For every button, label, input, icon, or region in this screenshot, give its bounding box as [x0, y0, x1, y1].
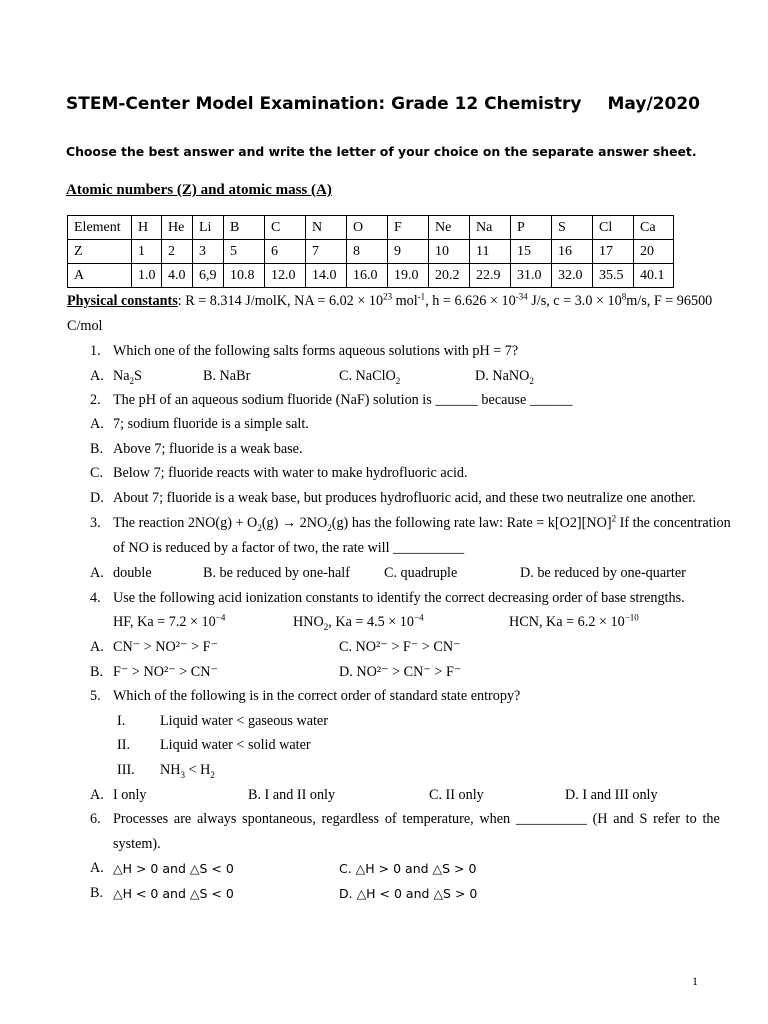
- q3-option-a: double: [113, 565, 152, 581]
- table-cell: 12.0: [265, 264, 306, 288]
- q4-option-c: C. NO²⁻ > F⁻ > CN⁻: [339, 639, 461, 655]
- table-cell: 11: [470, 240, 511, 264]
- row-header-cell: Element: [68, 216, 132, 240]
- q2-option-d-letter: D.: [90, 490, 104, 506]
- table-cell: 5: [224, 240, 265, 264]
- table-cell: 16: [552, 240, 593, 264]
- element-row: [68, 216, 674, 240]
- table-cell: N: [306, 216, 347, 240]
- table-cell: H: [132, 216, 162, 240]
- q4-option-a-letter: A.: [90, 639, 104, 655]
- q3-option-a-letter: A.: [90, 565, 104, 581]
- q4-option-d: D. NO²⁻ > CN⁻ > F⁻: [339, 664, 462, 680]
- table-cell: Ca: [634, 216, 674, 240]
- table-cell: 22.9: [470, 264, 511, 288]
- table-cell: 31.0: [511, 264, 552, 288]
- table-cell: 9: [388, 240, 429, 264]
- table-cell: 2: [162, 240, 193, 264]
- q5-option-d: D. I and III only: [565, 787, 658, 803]
- q5-option-c: C. II only: [429, 787, 484, 803]
- table-cell: 15: [511, 240, 552, 264]
- q4-option-b-letter: B.: [90, 664, 104, 680]
- q5-option-b: B. I and II only: [248, 787, 336, 803]
- q4-option-a: CN⁻ > NO²⁻ > F⁻: [113, 639, 218, 655]
- q5-item-2-roman: II.: [117, 737, 130, 753]
- table-cell: 8: [347, 240, 388, 264]
- q5-option-a: I only: [113, 787, 147, 803]
- q2-option-d: About 7; fluoride is a weak base, but produces hydrofluoric acid, and these two neutralize one another.: [113, 490, 696, 506]
- q3-text: The reaction $2NO(g) + O_2(g) \to 2NO_2(g)$ has the following rate law: Rate = k[O2][NO]$^2$ If the concentration: [113, 513, 731, 533]
- table-cell: 14.0: [306, 264, 347, 288]
- exam-date: May/2020: [607, 94, 700, 114]
- q6-option-b-letter: B.: [90, 885, 104, 901]
- q2-option-a: 7; sodium fluoride is a simple salt.: [113, 416, 309, 432]
- q3-option-d: D. be reduced by one-quarter: [520, 565, 686, 581]
- a-row: [68, 264, 674, 288]
- q2-option-a-letter: A.: [90, 416, 104, 432]
- table-cell: 32.0: [552, 264, 593, 288]
- q4-ka-hno2: $HNO_2$, $Ka = 4.5 \times 10^{-4}$: [293, 612, 424, 632]
- z-row: [68, 240, 674, 264]
- q1-option-a: $Na_2S$: [113, 368, 142, 386]
- q5-number: 5.: [90, 688, 101, 704]
- table-cell: B: [224, 216, 265, 240]
- exam-title: STEM-Center Model Examination: Grade 12 Chemistry: [66, 94, 582, 114]
- table-cell: F: [388, 216, 429, 240]
- q4-text: Use the following acid ionization constants to identify the correct decreasing order of base strengths.: [113, 590, 685, 606]
- table-cell: 16.0: [347, 264, 388, 288]
- q3-number: 3.: [90, 515, 101, 531]
- table-cell: O: [347, 216, 388, 240]
- page-number: 1: [692, 974, 698, 988]
- constants-label: Physical constants: [67, 293, 178, 309]
- table-cell: 20: [634, 240, 674, 264]
- constants-unit-wrap: C/mol: [67, 318, 103, 334]
- table-cell: 1.0: [132, 264, 162, 288]
- exam-header: [66, 94, 700, 114]
- q2-text: The pH of an aqueous sodium fluoride (NaF) solution is ______ because ______: [113, 392, 573, 408]
- table-cell: 6,9: [193, 264, 224, 288]
- table-cell: 3: [193, 240, 224, 264]
- table-cell: Na: [470, 216, 511, 240]
- q6-number: 6.: [90, 811, 101, 827]
- table-cell: He: [162, 216, 193, 240]
- q5-text: Which of the following is in the correct order of standard state entropy?: [113, 688, 521, 704]
- table-cell: 19.0: [388, 264, 429, 288]
- table-cell: 40.1: [634, 264, 674, 288]
- q6-text-line2: system).: [113, 836, 161, 852]
- instructions: Choose the best answer and write the letter of your choice on the separate answer sheet.: [66, 144, 697, 159]
- q3-option-c: C. quadruple: [384, 565, 458, 581]
- q6-option-d: D. △H < 0 and △S > 0: [339, 886, 478, 901]
- table-cell: 20.2: [429, 264, 470, 288]
- q4-option-b: F⁻ > NO²⁻ > CN⁻: [113, 664, 218, 680]
- table-cell: P: [511, 216, 552, 240]
- table-cell: 7: [306, 240, 347, 264]
- q1-option-b: B. NaBr: [203, 368, 251, 384]
- q1-text: Which one of the following salts forms aqueous solutions with pH = 7?: [113, 343, 519, 359]
- q5-item-2: Liquid water < solid water: [160, 737, 311, 753]
- table-cell: Cl: [593, 216, 634, 240]
- q1-option-c: C. NaClO$_2$: [339, 368, 401, 386]
- q4-ka-hf: HF, $Ka = 7.2 \times 10^{-4}$: [113, 612, 226, 630]
- q6-option-a: △H > 0 and △S < 0: [113, 861, 234, 876]
- table-cell: Ne: [429, 216, 470, 240]
- table-cell: 10.8: [224, 264, 265, 288]
- q4-number: 4.: [90, 590, 101, 606]
- q6-option-a-letter: A.: [90, 860, 104, 876]
- q1-option-a-letter: A.: [90, 368, 104, 384]
- table-cell: 6: [265, 240, 306, 264]
- table-cell: 4.0: [162, 264, 193, 288]
- q3-option-b: B. be reduced by one-half: [203, 565, 350, 581]
- table-cell: 1: [132, 240, 162, 264]
- q5-item-1: Liquid water < gaseous water: [160, 713, 328, 729]
- atomic-table-title: Atomic numbers (Z) and atomic mass (A): [66, 182, 332, 198]
- q6-option-c: C. △H > 0 and △S > 0: [339, 861, 477, 876]
- table-cell: 35.5: [593, 264, 634, 288]
- table-cell: C: [265, 216, 306, 240]
- q2-option-b: Above 7; fluoride is a weak base.: [113, 441, 303, 457]
- table-cell: 17: [593, 240, 634, 264]
- row-header-cell: Z: [68, 240, 132, 264]
- q1-number: 1.: [90, 343, 101, 359]
- q5-item-1-roman: I.: [117, 713, 126, 729]
- q5-item-3-roman: III.: [117, 762, 135, 778]
- q6-option-b: △H < 0 and △S < 0: [113, 886, 234, 901]
- table-cell: Li: [193, 216, 224, 240]
- atomic-table: [67, 215, 674, 288]
- q3-text-line2: of NO is reduced by a factor of two, the rate will __________: [113, 540, 465, 556]
- q2-option-b-letter: B.: [90, 441, 104, 457]
- q4-ka-hcn: HCN, $Ka = 6.2 \times 10^{-10}$: [509, 612, 639, 630]
- physical-constants: Physical constants: R = 8.314 J/molK, NA = $6.02 \times 10^{23}$ mol$^{-1}$, $h = 6.626 \times 10^{-34}$ J/s, $c = 3.0 \times 10^8m/s$, F = 96500: [67, 291, 713, 309]
- table-cell: S: [552, 216, 593, 240]
- q5-option-a-letter: A.: [90, 787, 104, 803]
- q1-option-d: D. NaNO$_2$: [475, 368, 534, 386]
- table-cell: 10: [429, 240, 470, 264]
- q2-option-c-letter: C.: [90, 465, 104, 481]
- q6-text: Processes are always spontaneous, regardless of temperature, when __________ (H and S refer to the: [113, 811, 720, 827]
- q5-item-3: $NH_3 < H_2$: [160, 762, 215, 780]
- q2-number: 2.: [90, 392, 101, 408]
- q2-option-c: Below 7; fluoride reacts with water to make hydrofluoric acid.: [113, 465, 468, 481]
- row-header-cell: A: [68, 264, 132, 288]
